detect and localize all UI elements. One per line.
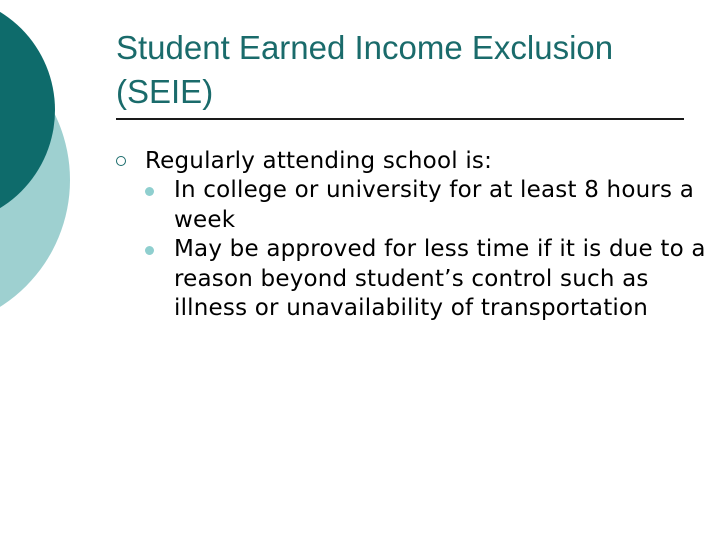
filled-circle-bullet-icon xyxy=(145,187,154,196)
slide-title-line-2: (SEIE) xyxy=(116,73,214,110)
sub-bullet-text: In college or university for at least 8 hours a week xyxy=(174,177,695,233)
slide-title-line-1: Student Earned Income Exclusion xyxy=(116,29,614,66)
bullet-item xyxy=(116,146,706,176)
sub-bullet-item xyxy=(145,176,706,235)
sub-bullet-item xyxy=(145,235,706,324)
hollow-circle-bullet-icon xyxy=(116,156,126,166)
sub-bullet-list xyxy=(116,176,706,324)
sub-bullet-text: May be approved for less time if it is due to a reason beyond student’s control such as illness or unavailability of transportation xyxy=(174,236,706,321)
decorative-circles xyxy=(0,0,120,320)
slide-title xyxy=(116,26,696,114)
slide-body xyxy=(116,146,706,324)
bullet-text: Regularly attending school is: xyxy=(145,148,493,174)
filled-circle-bullet-icon xyxy=(145,246,154,255)
title-divider xyxy=(116,118,684,120)
